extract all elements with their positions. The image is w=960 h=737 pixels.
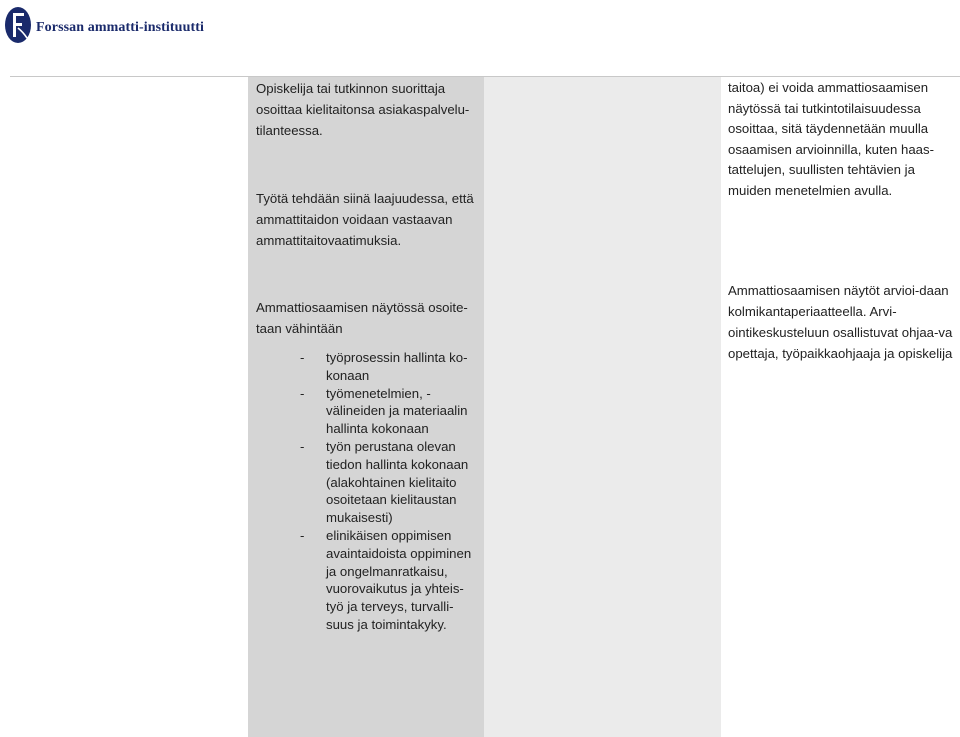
list-dash: - xyxy=(300,438,305,454)
fai-logo-icon xyxy=(4,6,32,44)
requirement-text-3: Ammattiosaamisen näytössä osoite-taan vähintään xyxy=(256,300,468,336)
list-item xyxy=(300,527,480,634)
list-item xyxy=(300,349,480,385)
list-item-text: elinikäisen oppimisen avaintaidoista oppiminen ja ongelmanratkaisu, vuorovaikutus ja yhteis-työ ja terveys, turvalli-suus ja toimintakyky. xyxy=(326,527,472,632)
org-name: Forssan ammatti-instituutti xyxy=(36,20,204,35)
assessment-text-2: Ammattiosaamisen näytöt arvioi-daan kolmikantaperiaatteella. Arvi-ointikeskusteluun osallistuvat ohjaa-va opettaja, työpaikkaohjaaja ja opiskelija xyxy=(728,283,953,361)
assessment-text-1: taitoa) ei voida ammattiosaamisen näytössä tai tutkintotilaisuudessa osoittaa, sitä täydennetään muulla osaamisen arvioinnilla, kuten haas-tattelujen, suullisten tehtävien ja muiden menetelmien avulla. xyxy=(728,80,934,198)
requirement-list xyxy=(300,349,480,634)
requirement-text-1: Opiskelija tai tutkinnon suorittaja osoittaa kielitaitonsa asiakaspalvelu-tilanteessa. xyxy=(256,81,470,138)
requirement-paragraph xyxy=(256,188,481,251)
list-item xyxy=(300,438,480,527)
list-item-text: työn perustana olevan tiedon hallinta kokonaan (alakohtainen kielitaito osoitetaan kielitaustan mukaisesti) xyxy=(326,438,469,526)
list-dash: - xyxy=(300,527,305,543)
list-dash: - xyxy=(300,385,305,401)
requirement-text-2: Työtä tehdään siinä laajuudessa, että ammattitaidon voidaan vastaavan ammattitaitovaatimuksia. xyxy=(256,191,474,248)
table-column-blank xyxy=(484,77,721,737)
list-item xyxy=(300,385,480,438)
list-item-text: työprosessin hallinta ko-konaan xyxy=(326,350,468,383)
list-item-text: työmenetelmien, -välineiden ja materiaalin hallinta kokonaan xyxy=(326,385,468,437)
requirement-paragraph xyxy=(256,78,481,141)
list-dash: - xyxy=(300,350,305,365)
assessment-paragraph xyxy=(728,280,953,364)
requirement-paragraph xyxy=(256,297,481,339)
table-column-empty xyxy=(0,77,249,737)
page-header xyxy=(0,0,960,70)
assessment-paragraph xyxy=(728,78,953,201)
